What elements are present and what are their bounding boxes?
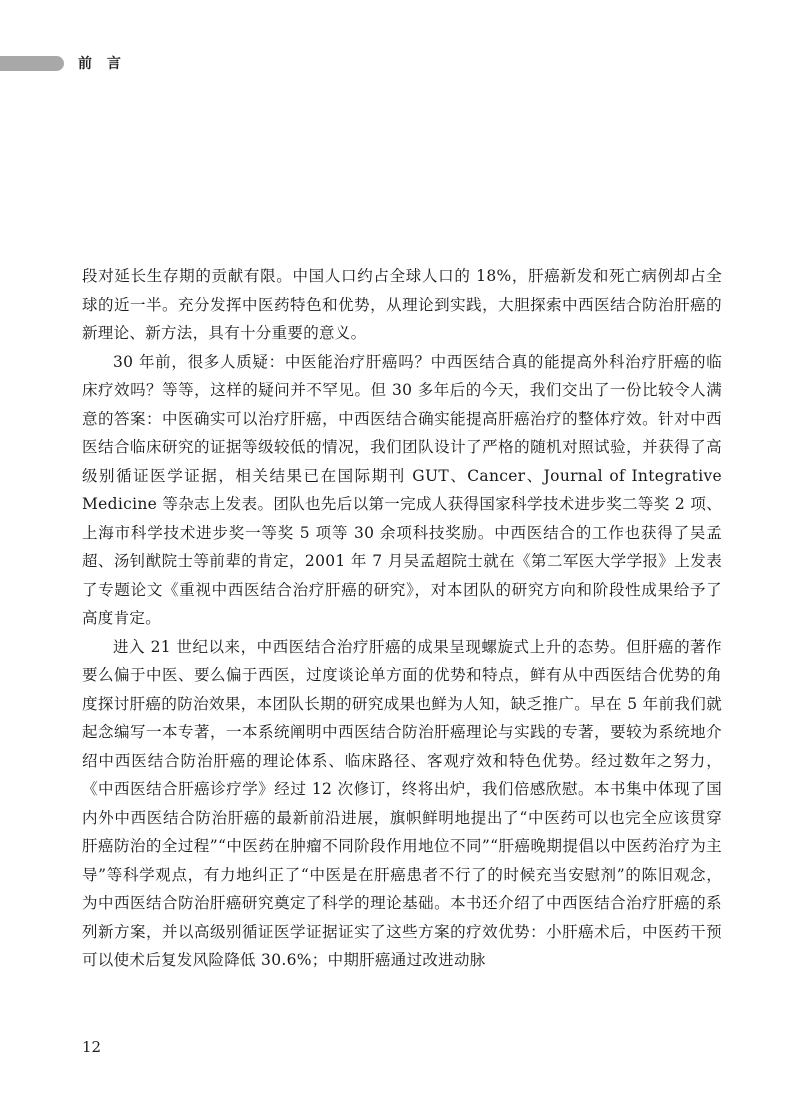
paragraph-continuation: 段对延长生存期的贡献有限。中国人口约占全球人口的 18%，肝癌新发和死亡病例却占全球的近一半。充分发挥中医药特色和优势，从理论到实践，大胆探索中西医结合防治肝癌的新理论、新方法，具有十分重要的意义。: [82, 267, 722, 342]
page-number: 12: [82, 1038, 102, 1056]
chapter-tab-marker: [0, 56, 64, 71]
body-text: [82, 262, 722, 975]
section-title: 前 言: [78, 56, 126, 72]
paragraph: 30 年前，很多人质疑：中医能治疗肝癌吗？中西医结合真的能提高外科治疗肝癌的临床疗效吗？等等，这样的疑问并不罕见。但 30 多年后的今天，我们交出了一份比较令人满意的答案：中医确实可以治疗肝癌，中西医结合确实能提高肝癌治疗的整体疗效。针对中西医结合临床研究的证据等级较低的情况，我们团队设计了严格的随机对照试验，并获得了高级别循证医学证据，相关结果已在国际期刊 GUT、Cancer、Journal of Integrative Medicine 等杂志上发表。团队也先后以第一完成人获得国家科学技术进步奖二等奖 2 项、上海市科学技术进步奖一等奖 5 项等 30 余项科技奖励。中西医结合的工作也获得了吴孟超、汤钊猷院士等前辈的肯定，2001 年 7 月吴孟超院士就在《第二军医大学学报》上发表了专题论文《重视中西医结合治疗肝癌的研究》，对本团队的研究方向和阶段性成果给予了高度肯定。: [82, 352, 722, 627]
paragraph: 进入 21 世纪以来，中西医结合治疗肝癌的成果呈现螺旋式上升的态势。但肝癌的著作要么偏于中医、要么偏于西医，过度谈论单方面的优势和特点，鲜有从中西医结合优势的角度探讨肝癌的防治效果，本团队长期的研究成果也鲜为人知，缺乏推广。早在 5 年前我们就起念编写一本专著，一本系统阐明中西医结合防治肝癌理论与实践的专著，要较为系统地介绍中西医结合防治肝癌的理论体系、临床路径、客观疗效和特色优势。经过数年之努力，《中西医结合肝癌诊疗学》经过 12 次修订，终将出炉，我们倍感欣慰。本书集中体现了国内外中西医结合防治肝癌的最新前沿进展，旗帜鲜明地提出了“中医药可以也完全应该贯穿肝癌防治的全过程”“中医药在肿瘤不同阶段作用地位不同”“肝癌晚期提倡以中医药治疗为主导”等科学观点，有力地纠正了“中医是在肝癌患者不行了的时候充当安慰剂”的陈旧观念，为中西医结合防治肝癌研究奠定了科学的理论基础。本书还介绍了中西医结合治疗肝癌的系列新方案，并以高级别循证医学证据证实了这些方案的疗效优势：小肝癌术后，中医药干预可以使术后复发风险降低 30.6%；中期肝癌通过改进动脉: [82, 637, 722, 969]
